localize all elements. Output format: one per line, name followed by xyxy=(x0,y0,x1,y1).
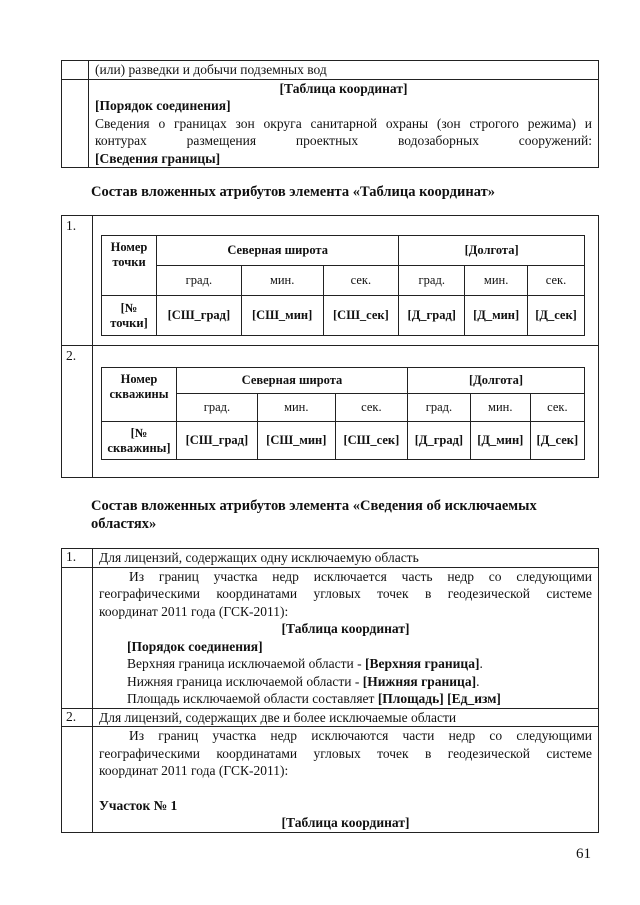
value-cell: [СШ_град] xyxy=(157,296,242,336)
coord-table-tag: [Таблица координат] xyxy=(279,80,408,96)
section-label: Участок № 1 xyxy=(99,797,178,813)
value-point-number: [№ точки] xyxy=(102,296,157,336)
word: проектных xyxy=(295,133,359,148)
wells-table xyxy=(101,367,585,460)
col-longitude: [Долгота] xyxy=(407,368,584,394)
row-number: 1. xyxy=(62,549,93,568)
sub-header: сек. xyxy=(335,394,407,422)
sub-header: сек. xyxy=(323,266,399,296)
row-number: 2. xyxy=(62,708,93,727)
row-number: 2. xyxy=(62,346,93,478)
sub-header: сек. xyxy=(530,394,584,422)
sub-header: мин. xyxy=(465,266,528,296)
connection-order-tag: [Порядок соединения] xyxy=(127,638,263,654)
upper-boundary-value: [Верхняя граница] xyxy=(364,656,480,671)
content-cell xyxy=(89,61,599,80)
row-title xyxy=(93,549,599,568)
sub-header: мин. xyxy=(241,266,323,296)
heading-line: областях» xyxy=(91,516,157,532)
area-value: [Площадь] [Ед_изм] xyxy=(377,691,501,706)
col-north-latitude: Северная широта xyxy=(157,236,399,266)
col-point-number: Номер точки xyxy=(102,236,157,296)
word: размещения xyxy=(186,133,257,148)
text-line: координат 2011 года (ГСК-2011): xyxy=(99,603,289,619)
value-cell: [Д_мин] xyxy=(470,422,530,460)
page-number: 61 xyxy=(576,846,591,862)
period: . xyxy=(479,656,483,671)
blank-line xyxy=(93,780,598,797)
value-cell: [Д_мин] xyxy=(465,296,528,336)
row-title xyxy=(93,708,599,727)
sub-header: град. xyxy=(399,266,465,296)
word: контурах xyxy=(95,133,147,148)
sub-header: град. xyxy=(157,266,242,296)
value-cell: [Д_сек] xyxy=(528,296,585,336)
number-cell xyxy=(62,61,89,80)
col-north-latitude: Северная широта xyxy=(177,368,408,394)
number-cell xyxy=(62,567,93,708)
value-cell: [СШ_град] xyxy=(177,422,258,460)
text-line: Из границ участка недр исключаются части недр со следующими xyxy=(129,728,592,743)
nested-table-cell xyxy=(93,216,599,346)
content-cell xyxy=(89,79,599,168)
coord-table-tag: [Таблица координат] xyxy=(281,621,410,636)
section-heading xyxy=(91,497,537,533)
row-title-text: Для лицензий, содержащих одну исключаемую область xyxy=(99,550,419,565)
points-table xyxy=(101,235,585,336)
nested-table-cell xyxy=(93,346,599,478)
row-title-text: Для лицензий, содержащих две и более исключаемые области xyxy=(99,709,457,725)
label: Верхняя граница исключаемой области - xyxy=(127,656,365,671)
text-line: Сведения о границах зон округа санитарной охраны (зон строгого режима) и xyxy=(95,115,592,131)
text-line xyxy=(89,132,598,150)
connection-order-tag: [Порядок соединения] xyxy=(95,98,231,113)
word: водозаборных xyxy=(397,133,479,148)
label: Площадь исключаемой области составляет xyxy=(127,691,378,706)
col-well-number: Номер скважины xyxy=(102,368,177,422)
text-line: Из границ участка недр исключается часть недр со следующими xyxy=(129,568,592,584)
row-body xyxy=(93,727,599,833)
lower-boundary-value: [Нижняя граница] xyxy=(362,673,477,689)
text-line: географическими координатами угловых точек в геодезической системе xyxy=(99,586,592,601)
text-line: географическими координатами угловых точек в геодезической системе xyxy=(99,745,592,761)
heading-line: Состав вложенных атрибутов элемента «Сведения об исключаемых xyxy=(91,498,537,514)
section-heading: Состав вложенных атрибутов элемента «Таблица координат» xyxy=(91,184,495,200)
value-cell: [СШ_мин] xyxy=(257,422,335,460)
top-table xyxy=(61,60,599,168)
boundary-info-tag: [Сведения границы] xyxy=(95,150,221,166)
row-body xyxy=(93,567,599,708)
word: сооружений: xyxy=(518,133,592,148)
value-cell: [Д_сек] xyxy=(530,422,584,460)
value-well-number: [№ скважины] xyxy=(102,422,177,460)
period: . xyxy=(476,673,480,689)
area-line xyxy=(93,690,598,708)
sub-header: град. xyxy=(407,394,470,422)
number-cell xyxy=(62,727,93,833)
row-number: 1. xyxy=(62,216,93,346)
label: Нижняя граница исключаемой области - xyxy=(127,673,363,689)
number-cell xyxy=(62,79,89,168)
sub-header: сек. xyxy=(528,266,585,296)
upper-boundary-line xyxy=(93,655,598,673)
text-line: (или) разведки и добычи подземных вод xyxy=(95,62,327,77)
coord-table-tag: [Таблица координат] xyxy=(281,815,410,830)
lower-boundary-line xyxy=(93,673,598,691)
value-cell: [СШ_сек] xyxy=(323,296,399,336)
value-cell: [СШ_сек] xyxy=(335,422,407,460)
coord-attributes-table xyxy=(61,215,599,478)
sub-header: мин. xyxy=(257,394,335,422)
sub-header: град. xyxy=(177,394,258,422)
value-cell: [Д_град] xyxy=(399,296,465,336)
col-longitude: [Долгота] xyxy=(399,236,585,266)
exclusions-table xyxy=(61,548,599,833)
value-cell: [СШ_мин] xyxy=(241,296,323,336)
text-line: координат 2011 года (ГСК-2011): xyxy=(99,763,289,778)
sub-header: мин. xyxy=(470,394,530,422)
value-cell: [Д_град] xyxy=(407,422,470,460)
